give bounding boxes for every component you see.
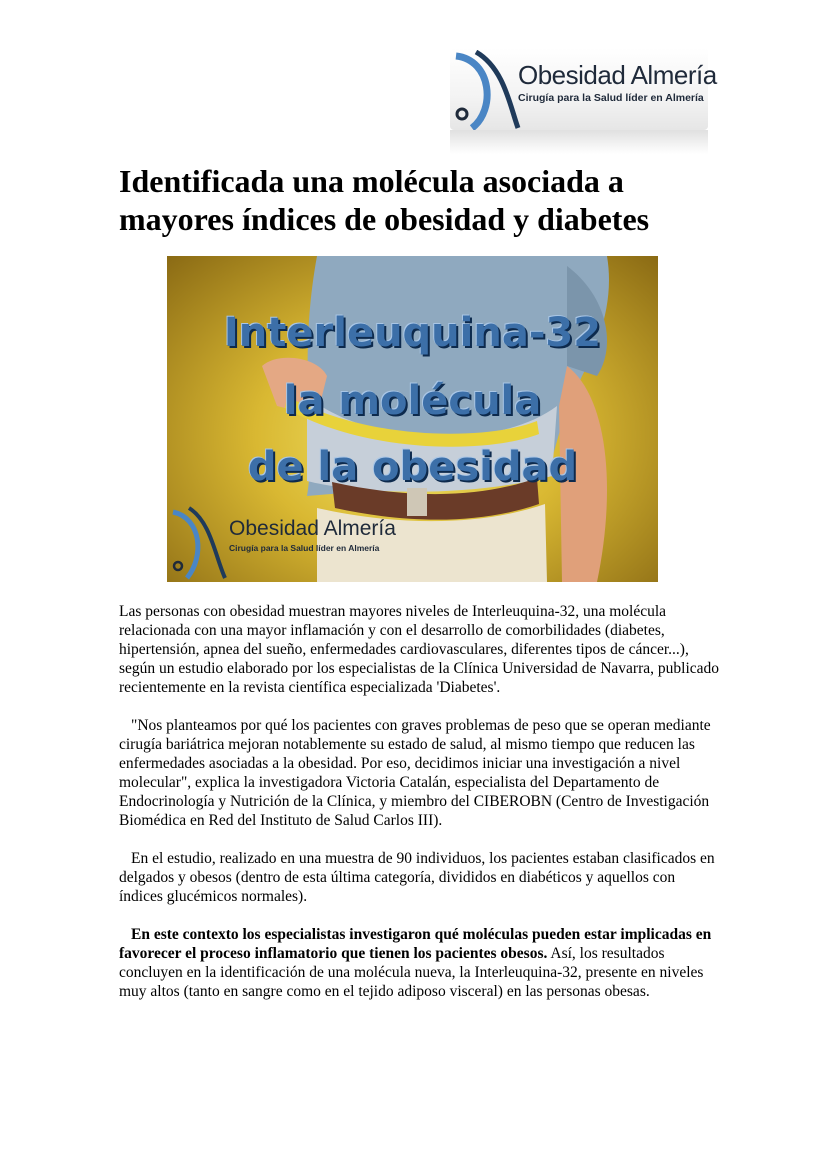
- hero-logo-tagline: Cirugía para la Salud líder en Almería: [229, 543, 380, 553]
- logo-swoosh-icon: [452, 50, 522, 130]
- logo-name: Obesidad Almería: [518, 60, 717, 90]
- paragraph-2: [119, 716, 719, 830]
- paragraph-2-text: "Nos planteamos por qué los pacientes con graves problemas de peso que se operan mediante cirugía bariátrica mejoran notablemente su estado de salud, al mismo tiempo que reducen las enfermedades asociadas a la obesidad. Por eso, decidimos iniciar una investigación a nivel molecular", explica la investigadora Victoria Catalán, especialista del Departamento de Endocrinología y Nutrición de la Clínica, y miembro del CIBEROBN (Centro de Investigación Biomédica en Red del Instituto de Salud Carlos III).: [119, 717, 711, 829]
- brand-logo: [450, 48, 717, 130]
- hero-logo-name: Obesidad Almería: [229, 517, 396, 540]
- article-body: [119, 602, 719, 1020]
- paragraph-3-text: En el estudio, realizado en una muestra de 90 individuos, los pacientes estaban clasificados en delgados y obesos (dentro de esta última categoría, divididos en diabéticos y aquellos con índices glucémicos normales).: [119, 850, 715, 905]
- paragraph-4: [119, 925, 719, 1001]
- paragraph-4-text: Así, los resultados concluyen en la identificación de una molécula nueva, la Interleuquina-32, presente en niveles muy altos (tanto en sangre como en el tejido adiposo visceral) en las personas obesas.: [119, 945, 704, 1000]
- logo-reflection: [450, 130, 708, 154]
- paragraph-3: [119, 849, 719, 906]
- paragraph-1: Las personas con obesidad muestran mayores niveles de Interleuquina-32, una molécula relacionada con una mayor inflamación y con el desarrollo de comorbilidades (diabetes, hipertensión, apnea del sueño, enfermedades cardiovasculares, diferentes tipos de cáncer...), según un estudio elaborado por los especialistas de la Clínica Universidad de Navarra, publicado recientemente en la revista científica especializada 'Diabetes'.: [119, 603, 720, 696]
- logo-tagline: Cirugía para la Salud líder en Almería: [518, 92, 704, 104]
- paragraph-4-bold: En este contexto los especialistas investigaron qué moléculas pueden estar implicadas en favorecer el proceso inflamatorio que tienen los pacientes obesos.: [119, 926, 712, 962]
- hero-text-line-1: Interleuquina-32: [223, 310, 602, 356]
- hero-image: [167, 256, 658, 582]
- hero-text-line-3: de la obesidad: [247, 444, 578, 490]
- page-title: Identificada una molécula asociada a mayores índices de obesidad y diabetes: [119, 163, 650, 237]
- hero-text-line-2: la molécula: [283, 378, 542, 424]
